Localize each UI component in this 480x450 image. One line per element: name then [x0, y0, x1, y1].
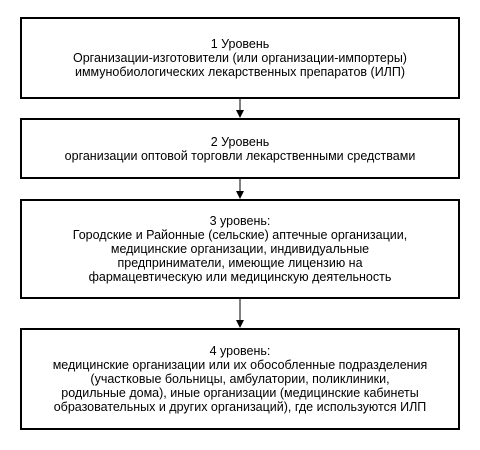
level-1-box — [20, 17, 460, 99]
level-4-text-line: медицинские организации или их обособленные подразделения — [52, 358, 428, 372]
level-4-box — [20, 328, 460, 430]
level-3-box — [20, 199, 460, 299]
level-4-text-line: образовательных и других организаций), где используются ИЛП — [53, 400, 427, 414]
level-3-text-line: фармацевтическую или медицинскую деятельность — [88, 270, 392, 284]
level-1-text-line: Организации-изготовители (или организации-импортеры) — [73, 51, 407, 65]
level-2-box — [20, 118, 460, 179]
level-4-text-line: (участковые больницы, амбулатории, поликлиники, — [90, 372, 390, 386]
level-1-heading: 1 Уровень — [210, 37, 270, 51]
level-3-text-line: предприниматели, имеющие лицензию на — [117, 256, 363, 270]
level-4-text-line: родильные дома), иные организации (медицинские кабинеты — [61, 386, 419, 400]
level-2-text-line: организации оптовой торговли лекарственными средствами — [64, 148, 416, 163]
level-1-text-line: иммунобиологических лекарственных препаратов (ИЛП) — [74, 65, 406, 79]
level-3-heading: 3 уровень: — [209, 214, 271, 228]
level-4-heading: 4 уровень: — [209, 344, 271, 358]
level-3-text-line: медицинские организации, индивидуальные — [110, 242, 370, 256]
level-3-text-line: Городские и Районные (сельские) аптечные организации, — [72, 228, 408, 242]
level-2-heading: 2 Уровень — [210, 134, 270, 149]
